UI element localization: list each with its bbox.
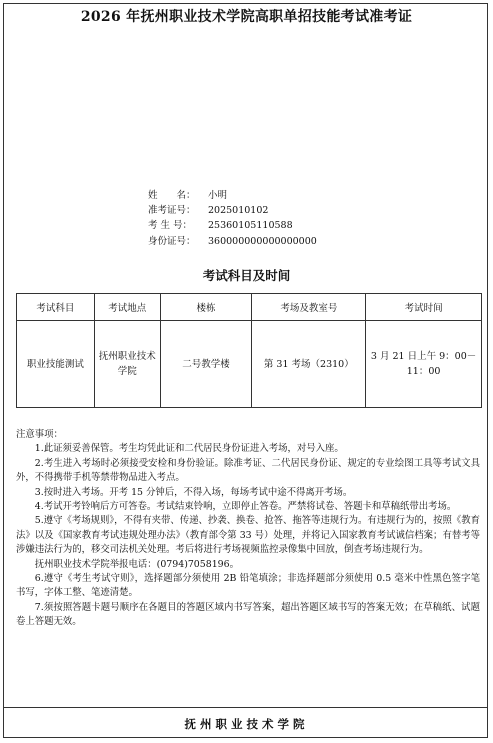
note-item: 抚州职业技术学院举报电话：(0794)7058196。 [34,558,239,570]
id-label: 身份证号： [148,235,196,247]
ticket-row [148,203,317,218]
footer-divider [3,707,488,708]
note-item: 5.遵守《考场规则》，不得有夹带、传递、抄袭、换卷、抢答、拖答等违规行为。有违规行为的，按照《教育法》以及《国家教育考试违规处理办法》（教育部令第 33 号）处理，并将记入国家教育考试诚信档案；有替考等涉嫌违法行为的，移交司法机关处理。考后将进行考场视频监控录像集中回放，倒查考场违规行为。 [16,515,480,556]
notes-section [16,428,480,630]
exam-no-row [148,218,317,233]
cell-subject: 职业技能测试 [17,321,95,408]
header-time: 考试时间 [366,294,482,321]
footer-institution: 抚州职业技术学院 [184,717,309,731]
ticket-label: 准考证号： [148,205,196,217]
name-value: 小明 [208,190,228,201]
notes-heading: 注意事项： [16,429,63,440]
note-item: 3.按时进入考场。开考 15 分钟后，不得入场，每场考试中途不得离开考场。 [34,486,353,498]
name-row [148,188,317,203]
note-item: 4.考试开考铃响后方可答卷。考试结束铃响，立即停止答卷。严禁将试卷、答题卡和草稿纸带出考场。 [34,501,457,513]
header-building: 楼栋 [160,294,252,321]
name-label: 姓 名： [148,190,196,201]
section-title: 考试科目及时间 [202,268,291,283]
table-row [17,321,482,408]
cell-room: 第 31 考场（2310） [252,321,366,408]
header-subject: 考试科目 [17,294,95,321]
ticket-value: 2025010102 [208,205,269,217]
document-title: 2026 年抚州职业技术学院高职单招技能考试准考证 [80,9,413,25]
exam-no-label: 考 生 号： [148,220,193,232]
cell-time: 3 月 21 日上午 9：00－11：00 [366,321,482,408]
id-row [148,234,317,249]
exam-no-value: 25360105110588 [208,220,293,232]
cell-building: 二号教学楼 [160,321,252,408]
candidate-info [148,188,317,249]
note-item: 7.须按照答题卡题号顺序在各题目的答题区域内书写答案，超出答题区域书写的答案无效；在草稿纸、试题卷上答题无效。 [16,601,480,628]
header-location: 考试地点 [94,294,160,321]
exam-table [16,293,482,408]
note-item: 6.遵守《考生考试守则》，选择题部分须使用 2B 铅笔填涂；非选择题部分须使用 0.5 毫米中性黑色签字笔书写，字体工整、笔迹清楚。 [16,573,480,599]
id-value: 360000000000000000 [208,235,317,247]
table-header-row [17,294,482,321]
header-room: 考场及教室号 [252,294,366,321]
note-item: 2.考生进入考场时必须接受安检和身份验证。除准考证、二代居民身份证、规定的专业绘图工具等考试文具外，不得携带手机等禁带物品进入考点。 [16,457,480,484]
note-item: 1.此证须妥善保管。考生均凭此证和二代居民身份证进入考场，对号入座。 [34,443,344,455]
cell-location: 抚州职业技术学院 [94,321,160,408]
